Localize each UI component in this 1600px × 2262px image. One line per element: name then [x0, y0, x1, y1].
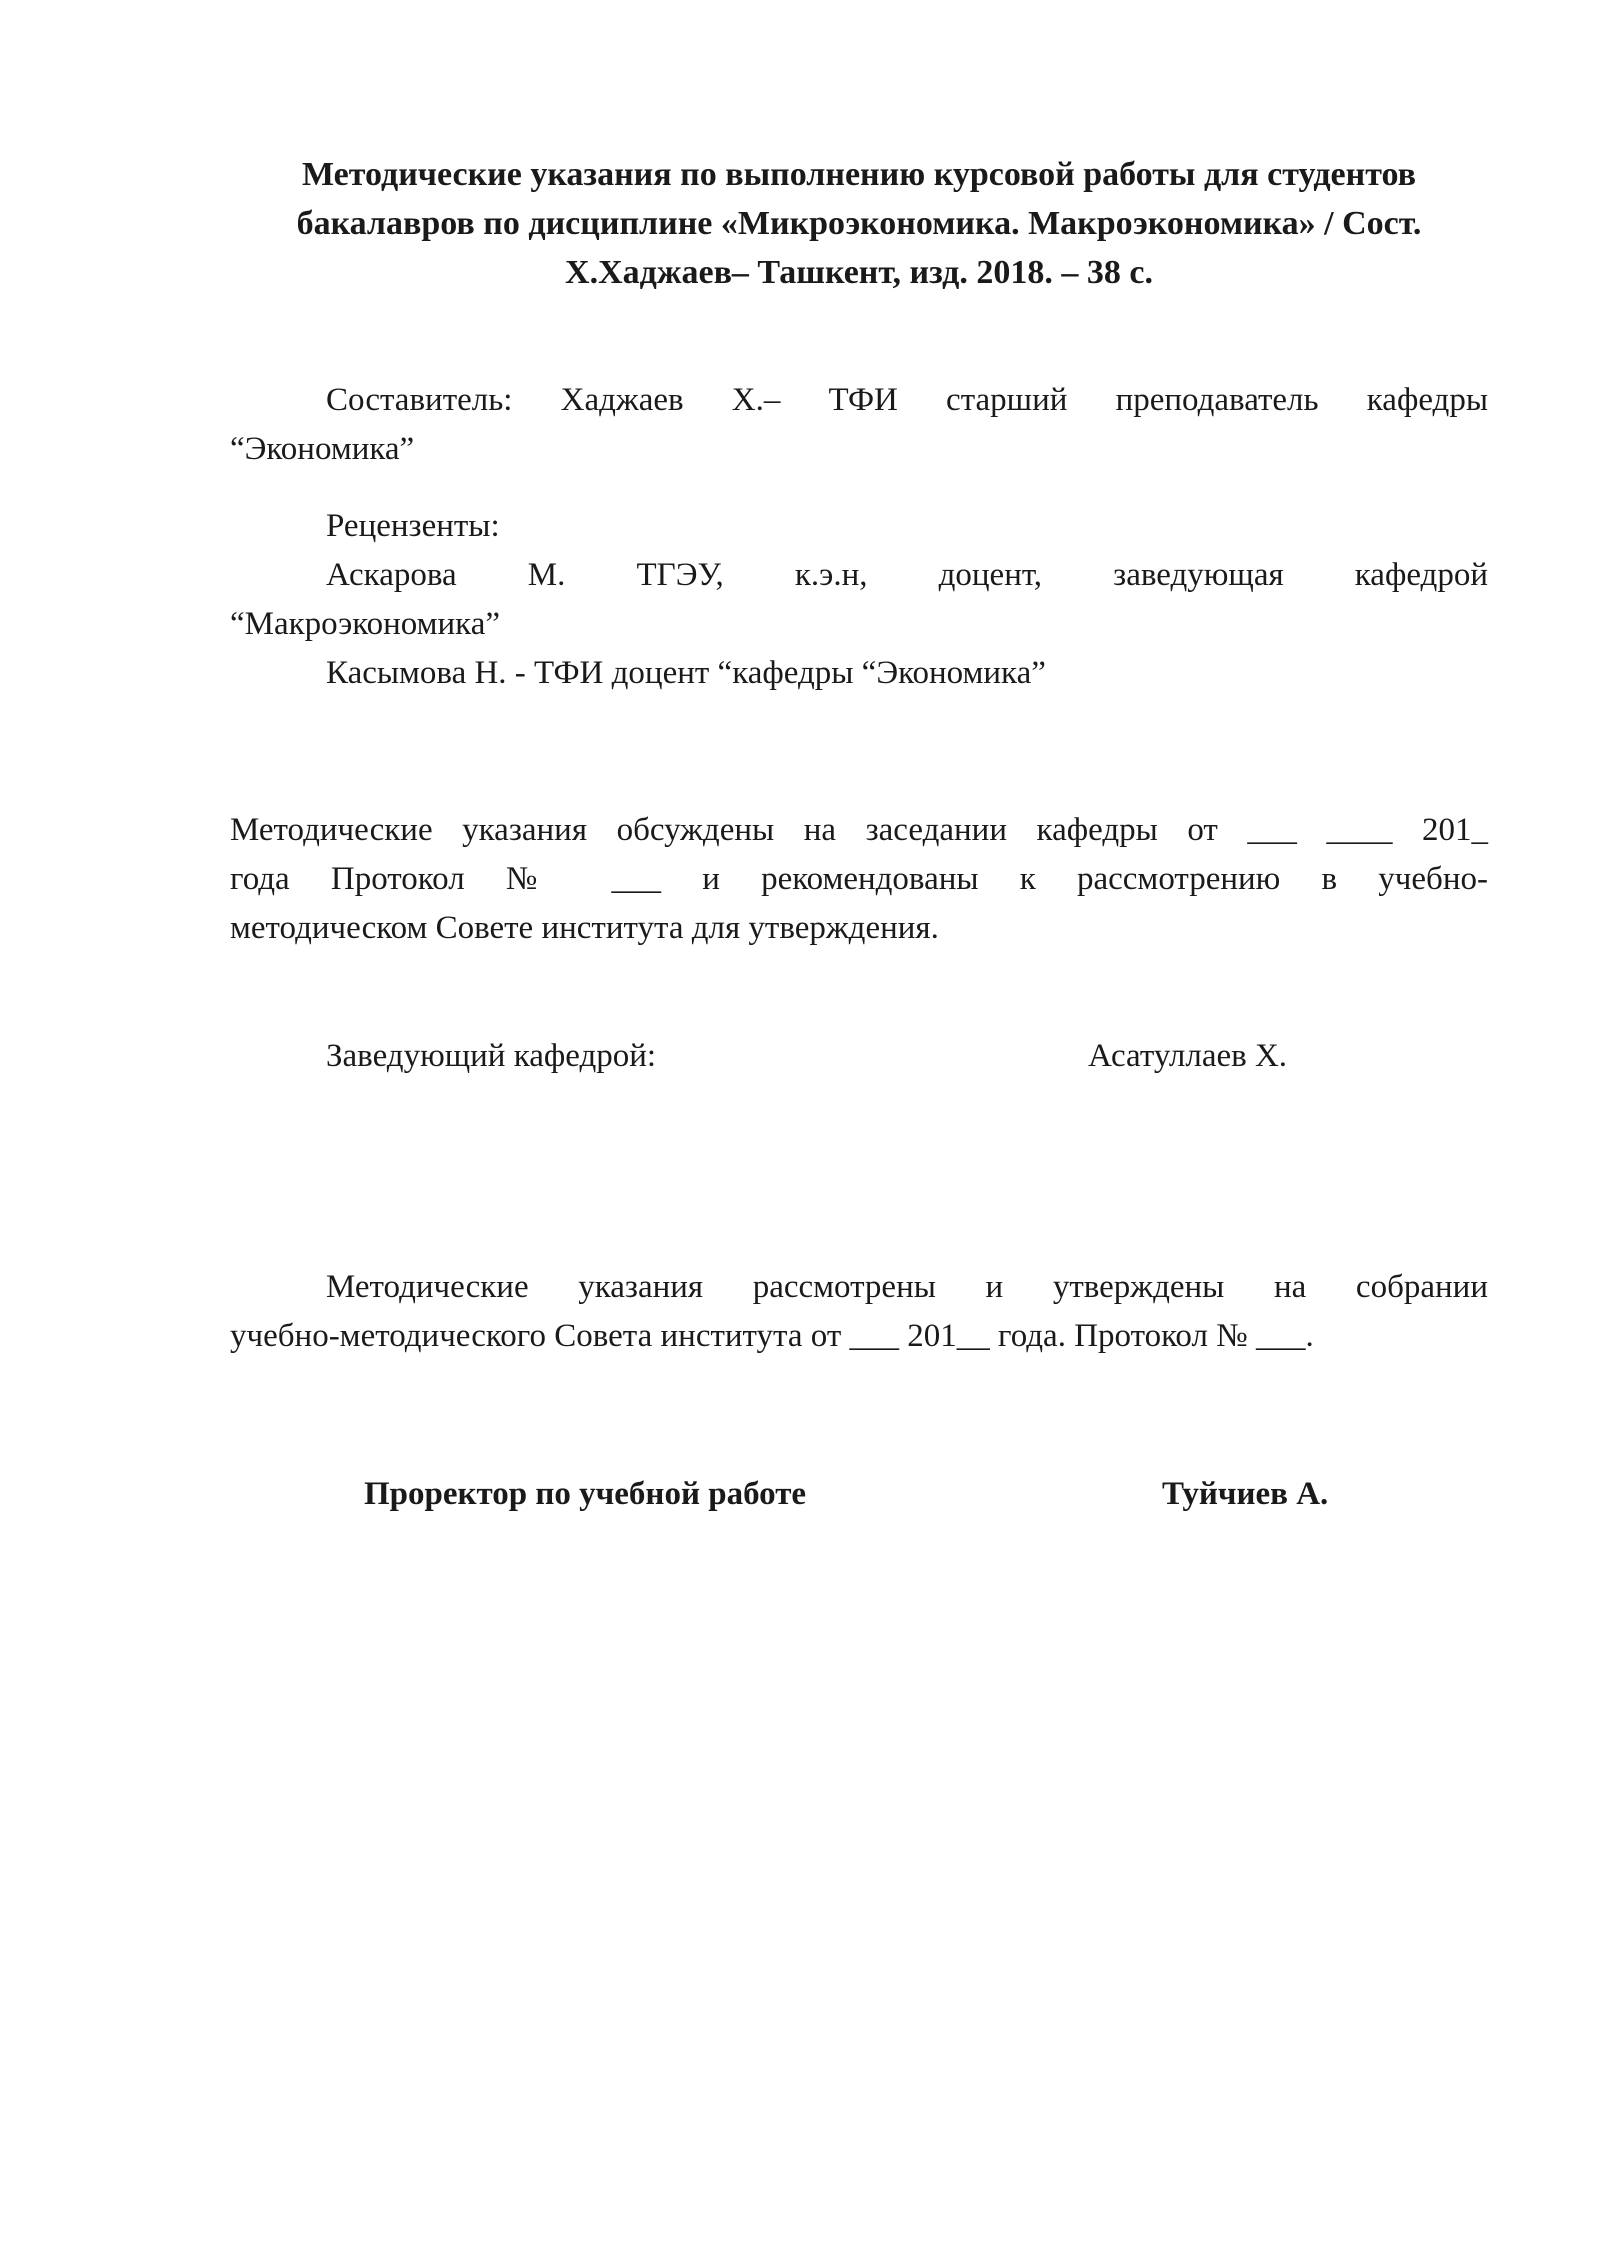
- compiler-line-1: Составитель: Хаджаев Х.– ТФИ старший преподаватель кафедры: [326, 382, 1488, 418]
- discussion-line-1: Методические указания обсуждены на заседании кафедры от ___ ____ 201_: [230, 812, 1488, 848]
- reviewer-1-line-2: “Макроэкономика”: [230, 606, 500, 642]
- reviewers-section: [230, 502, 1488, 698]
- vice-rector-label: Проректор по учебной работе: [364, 1476, 807, 1512]
- compiler-paragraph: [230, 376, 1488, 474]
- discussion-paragraph: [230, 806, 1488, 953]
- head-of-dept-label: Заведующий кафедрой:: [326, 1038, 657, 1074]
- title-line-2: бакалавров по дисциплине «Микроэкономика. Макроэкономика» / Сост.: [296, 205, 1422, 242]
- approval-line-1: Методические указания рассмотрены и утверждены на собрании: [326, 1269, 1488, 1305]
- reviewer-1-line-1: Аскарова М. ТГЭУ, к.э.н, доцент, заведующая кафедрой: [326, 557, 1488, 593]
- compiler-line-2: “Экономика”: [230, 431, 415, 467]
- approval-paragraph: [230, 1263, 1488, 1361]
- head-of-dept-name: Асатуллаев Х.: [1088, 1038, 1288, 1074]
- title-line-1: Методические указания по выполнению курсовой работы для студентов: [302, 156, 1416, 193]
- discussion-line-2: года Протокол № ___ и рекомендованы к рассмотрению в учебно-: [230, 861, 1488, 897]
- discussion-line-3: методическом Совете института для утверждения.: [230, 910, 939, 946]
- document-title: [230, 150, 1488, 297]
- title-line-3: Х.Хаджаев– Ташкент, изд. 2018. – 38 с.: [565, 254, 1153, 291]
- reviewers-heading: Рецензенты:: [326, 508, 500, 544]
- vice-rector-name: Туйчиев А.: [1162, 1476, 1329, 1512]
- reviewer-2: Касымова Н. - ТФИ доцент “кафедры “Экономика”: [326, 655, 1046, 691]
- approval-line-2: учебно-методического Совета института от ___ 201__ года. Протокол № ___.: [230, 1318, 1314, 1354]
